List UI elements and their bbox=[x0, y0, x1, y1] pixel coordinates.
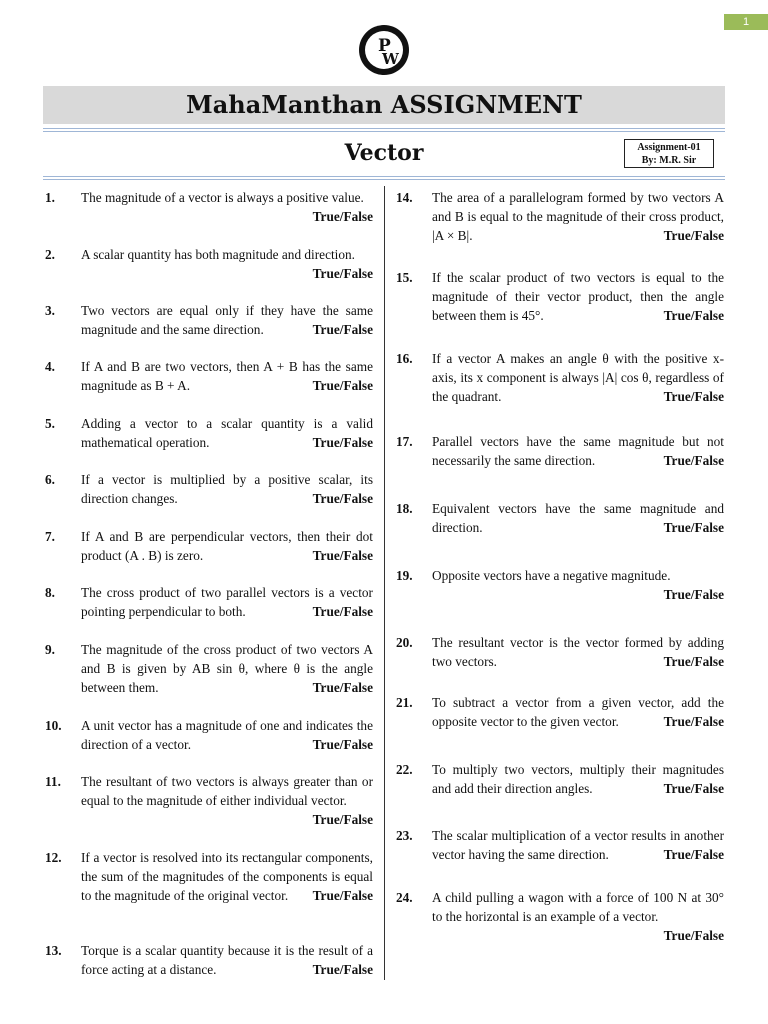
question-number: 8. bbox=[45, 585, 55, 600]
question-number: 11. bbox=[45, 774, 61, 789]
question-item bbox=[396, 499, 724, 537]
question-number: 9. bbox=[45, 642, 55, 657]
question-text: If a vector A makes an angle θ with the positive x-axis, its x component is always |A| cos θ, regardless of the quadrant. bbox=[432, 351, 724, 404]
question-number: 7. bbox=[45, 529, 55, 544]
answer-label: True/False bbox=[312, 812, 373, 827]
question-number: 5. bbox=[45, 416, 55, 431]
question-item bbox=[45, 301, 373, 339]
question-item bbox=[45, 583, 373, 621]
question-text: Opposite vectors have a negative magnitude. bbox=[432, 568, 671, 583]
subject-title: Vector bbox=[344, 140, 424, 166]
question-number: 2. bbox=[45, 247, 55, 262]
question-number: 13. bbox=[45, 943, 62, 958]
divider bbox=[43, 128, 725, 129]
answer-label: True/False bbox=[663, 587, 724, 602]
divider bbox=[43, 179, 725, 180]
question-number: 18. bbox=[396, 501, 413, 516]
question-item bbox=[45, 640, 373, 697]
question-number: 19. bbox=[396, 568, 413, 583]
question-text: The scalar multiplication of a vector results in another vector having the same direction. bbox=[432, 828, 724, 862]
answer-label: True/False bbox=[663, 928, 724, 943]
question-text: If A and B are perpendicular vectors, then their dot product (A . B) is zero. bbox=[81, 529, 373, 563]
question-text: The area of a parallelogram formed by two vectors A and B is equal to the magnitude of their cross product, |A × B|. bbox=[432, 190, 724, 243]
question-text: If a vector is multiplied by a positive scalar, its direction changes. bbox=[81, 472, 373, 506]
question-item bbox=[396, 268, 724, 325]
question-item bbox=[396, 188, 724, 245]
question-number: 14. bbox=[396, 190, 413, 205]
title-bar bbox=[43, 86, 725, 124]
answer-label: True/False bbox=[312, 209, 373, 224]
question-number: 22. bbox=[396, 762, 413, 777]
column-divider bbox=[384, 186, 385, 980]
question-number: 24. bbox=[396, 890, 413, 905]
question-number: 20. bbox=[396, 635, 413, 650]
answer-label: True/False bbox=[312, 604, 373, 619]
question-text: A unit vector has a magnitude of one and indicates the direction of a vector. bbox=[81, 718, 373, 752]
question-number: 15. bbox=[396, 270, 413, 285]
question-text: The magnitude of the cross product of two vectors A and B is given by AB sin θ, where θ is the angle between them. bbox=[81, 642, 373, 695]
assignment-author: By: M.R. Sir bbox=[641, 155, 697, 166]
answer-label: True/False bbox=[312, 548, 373, 563]
question-text: Equivalent vectors have the same magnitude and direction. bbox=[432, 501, 724, 535]
answer-label: True/False bbox=[663, 714, 724, 729]
question-text: To multiply two vectors, multiply their magnitudes and add their direction angles. bbox=[432, 762, 724, 796]
question-text: Parallel vectors have the same magnitude but not necessarily the same direction. bbox=[432, 434, 724, 468]
question-number: 4. bbox=[45, 359, 55, 374]
question-text: Torque is a scalar quantity because it is the result of a force acting at a distance. bbox=[81, 943, 373, 977]
question-text: A child pulling a wagon with a force of 100 N at 30° to the horizontal is an example of a vector. bbox=[432, 890, 724, 924]
question-item bbox=[396, 826, 724, 864]
page-title: MahaManthan ASSIGNMENT bbox=[186, 90, 582, 119]
divider bbox=[43, 176, 725, 177]
question-item bbox=[45, 245, 373, 283]
question-text: The magnitude of a vector is always a positive value. bbox=[81, 190, 364, 205]
pw-logo bbox=[358, 24, 410, 76]
question-item bbox=[396, 349, 724, 406]
question-number: 12. bbox=[45, 850, 62, 865]
question-text: The resultant vector is the vector formed by adding two vectors. bbox=[432, 635, 724, 669]
question-item bbox=[396, 432, 724, 470]
answer-label: True/False bbox=[312, 378, 373, 393]
question-number: 3. bbox=[45, 303, 55, 318]
question-item bbox=[45, 414, 373, 452]
answer-label: True/False bbox=[312, 435, 373, 450]
question-item bbox=[45, 188, 373, 226]
divider bbox=[43, 131, 725, 132]
answer-label: True/False bbox=[312, 962, 373, 977]
question-item bbox=[396, 566, 724, 604]
question-item bbox=[45, 716, 373, 754]
question-text: If a vector is resolved into its rectangular components, the sum of the magnitudes of the components is equal to the magnitude of the original vector. bbox=[81, 850, 373, 903]
assignment-number: Assignment-01 bbox=[637, 142, 701, 153]
answer-label: True/False bbox=[312, 266, 373, 281]
question-item bbox=[45, 941, 373, 979]
answer-label: True/False bbox=[312, 737, 373, 752]
question-number: 10. bbox=[45, 718, 62, 733]
question-text: Adding a vector to a scalar quantity is a valid mathematical operation. bbox=[81, 416, 373, 450]
question-text: If A and B are two vectors, then A + B has the same magnitude as B + A. bbox=[81, 359, 373, 393]
question-text: The resultant of two vectors is always greater than or equal to the magnitude of either individual vector. bbox=[81, 774, 373, 808]
answer-label: True/False bbox=[312, 322, 373, 337]
svg-text:W: W bbox=[382, 50, 399, 68]
question-number: 16. bbox=[396, 351, 413, 366]
question-item bbox=[45, 527, 373, 565]
svg-text:P: P bbox=[378, 36, 391, 56]
question-item bbox=[396, 888, 724, 945]
question-item bbox=[45, 848, 373, 905]
answer-label: True/False bbox=[663, 389, 724, 404]
question-text: The cross product of two parallel vectors is a vector pointing perpendicular to both. bbox=[81, 585, 373, 619]
question-item bbox=[396, 633, 724, 671]
answer-label: True/False bbox=[663, 308, 724, 323]
question-item bbox=[45, 470, 373, 508]
question-item bbox=[45, 772, 373, 829]
question-text: Two vectors are equal only if they have the same magnitude and the same direction. bbox=[81, 303, 373, 337]
page-number-badge: 1 bbox=[724, 14, 768, 30]
answer-label: True/False bbox=[663, 847, 724, 862]
question-item bbox=[45, 357, 373, 395]
question-number: 17. bbox=[396, 434, 413, 449]
answer-label: True/False bbox=[312, 491, 373, 506]
question-number: 1. bbox=[45, 190, 55, 205]
question-text: A scalar quantity has both magnitude and direction. bbox=[81, 247, 355, 262]
answer-label: True/False bbox=[312, 680, 373, 695]
answer-label: True/False bbox=[663, 654, 724, 669]
question-number: 21. bbox=[396, 695, 413, 710]
assignment-info-box bbox=[624, 139, 714, 168]
answer-label: True/False bbox=[663, 453, 724, 468]
answer-label: True/False bbox=[312, 888, 373, 903]
answer-label: True/False bbox=[663, 781, 724, 796]
question-number: 6. bbox=[45, 472, 55, 487]
answer-label: True/False bbox=[663, 520, 724, 535]
answer-label: True/False bbox=[663, 228, 724, 243]
question-text: If the scalar product of two vectors is equal to the magnitude of their vector product, then the angle between them is 45°. bbox=[432, 270, 724, 323]
question-item bbox=[396, 760, 724, 798]
question-text: To subtract a vector from a given vector, add the opposite vector to the given vector. bbox=[432, 695, 724, 729]
question-number: 23. bbox=[396, 828, 413, 843]
question-item bbox=[396, 693, 724, 731]
